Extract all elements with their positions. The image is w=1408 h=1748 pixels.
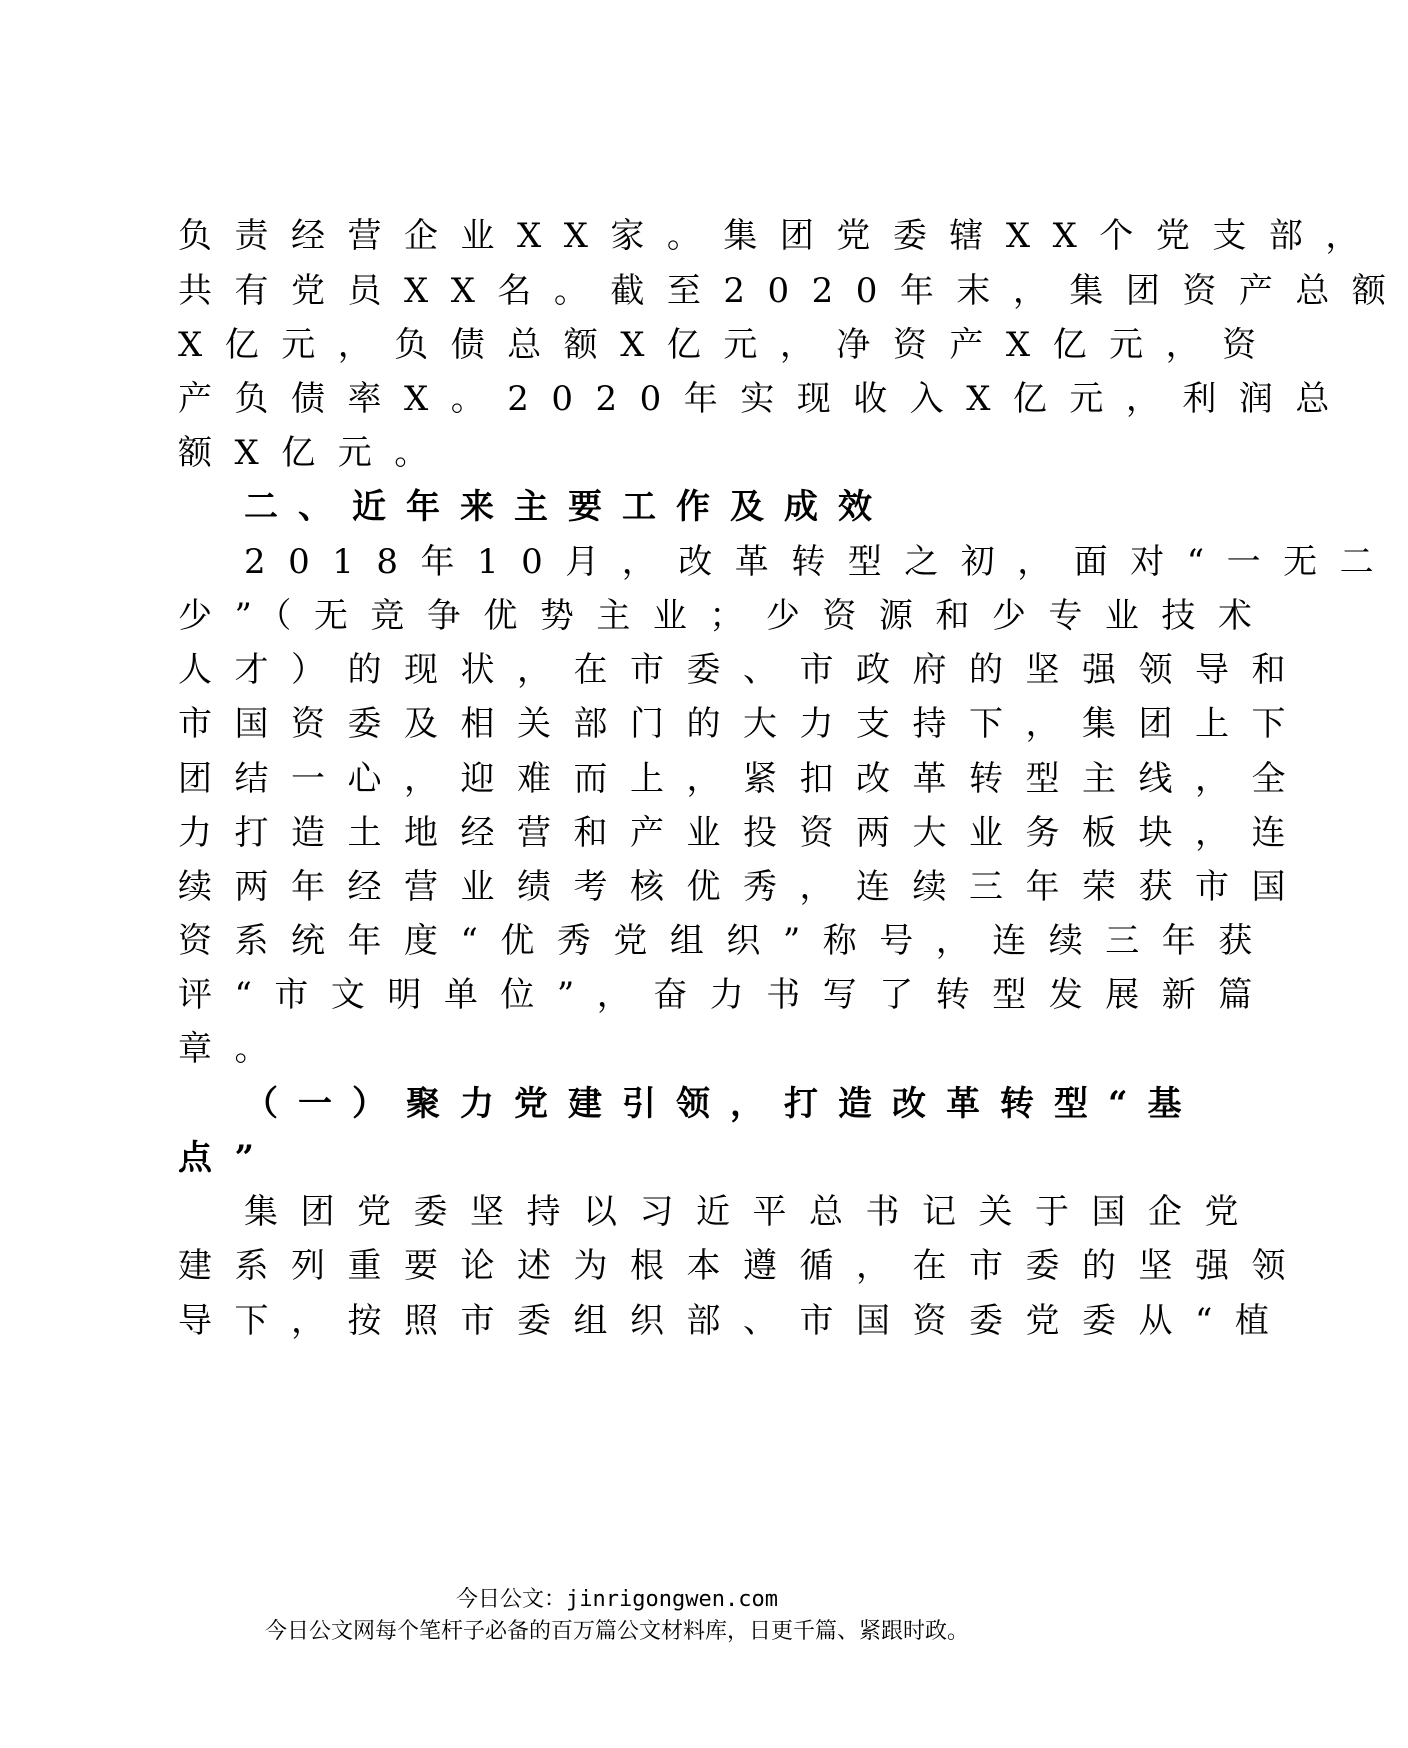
section-heading: 二、近年来主要工作及成效 (244, 487, 892, 527)
footer-tagline: 今日公文网每个笔杆子必备的百万篇公文材料库，日更千篇、紧跟时政。 (264, 1619, 969, 1644)
subheading: 点” (178, 1138, 277, 1178)
footer-site (0, 1582, 1234, 1613)
body-text-line: X亿元，负债总额X亿元，净资产X亿元，资 (178, 325, 1279, 365)
body-text-line: 人才）的现状，在市委、市政府的坚强领导和 (178, 650, 1308, 690)
body-text-line: 章。 (178, 1029, 291, 1069)
body-text-line: 评“市文明单位”，奋力书写了转型发展新篇 (178, 975, 1275, 1015)
subheading: （一）聚力党建引领，打造改革转型“基 (244, 1084, 1202, 1124)
body-text-line: 资系统年度“优秀党组织”称号，连续三年获 (178, 921, 1275, 961)
body-text-line: 力打造土地经营和产业投资两大业务板块，连 (178, 813, 1308, 853)
body-text-line: 少”（无竞争优势主业；少资源和少专业技术 (178, 596, 1275, 636)
body-text-line: 建系列重要论述为根本遵循，在市委的坚强领 (178, 1246, 1308, 1286)
body-text-line: 产负债率X。2020年实现收入X亿元，利润总 (178, 379, 1352, 419)
body-text-line: 集团党委坚持以习近平总书记关于国企党 (244, 1192, 1261, 1232)
body-text-line: 团结一心，迎难而上，紧扣改革转型主线，全 (178, 759, 1308, 799)
body-text-line: 2018年10月，改革转型之初，面对“一无二 (244, 542, 1397, 582)
body-text-line: 导下，按照市委组织部、市国资委党委从“植 (178, 1301, 1292, 1341)
body-text-line: 续两年经营业绩考核优秀，连续三年荣获市国 (178, 867, 1308, 907)
footer-site-label: 今日公文： (456, 1587, 567, 1612)
body-text-line: 市国资委及相关部门的大力支持下，集团上下 (178, 704, 1308, 744)
footer-site-url[interactable]: jinrigongwen.com (566, 1587, 778, 1612)
body-text-line: 共有党员XX名。截至2020年末，集团资产总额 (178, 271, 1408, 311)
body-text-line: 负责经营企业XX家。集团党委辖XX个党支部， (178, 216, 1382, 256)
body-text-line: 额X亿元。 (178, 433, 451, 473)
